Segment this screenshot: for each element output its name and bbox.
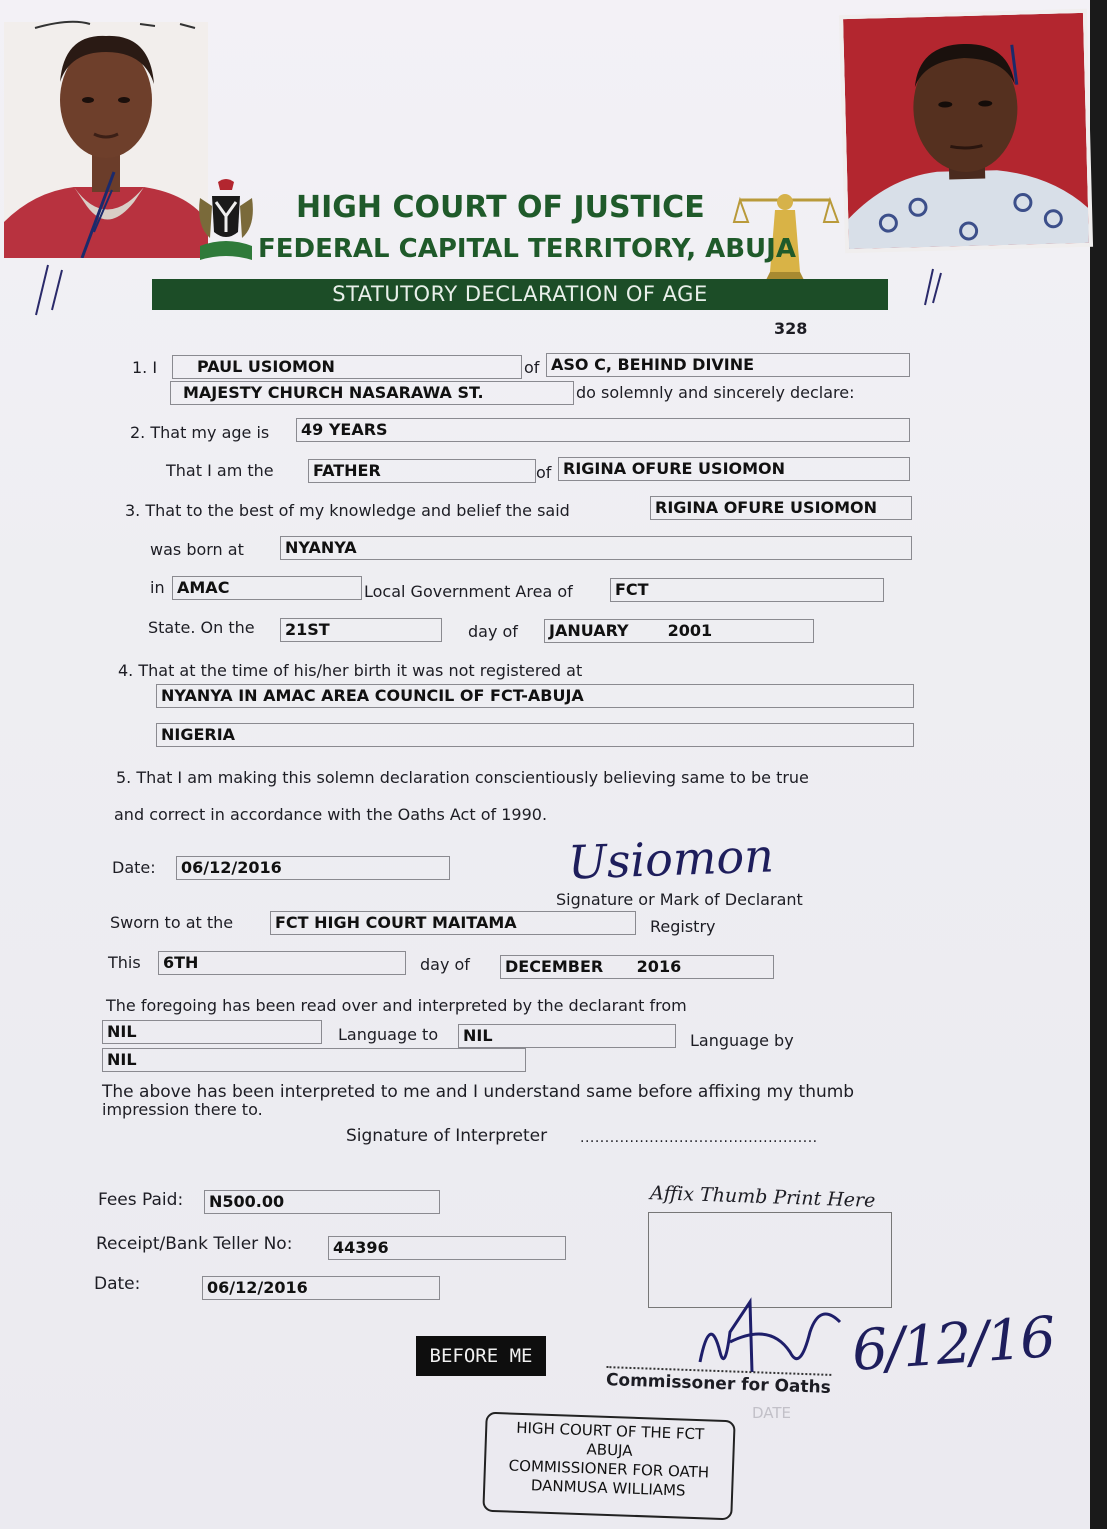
interpretation-intro: The foregoing has been read over and interpreted by the declarant from [106,996,687,1015]
state-field[interactable]: FCT [610,578,884,602]
daughter-photo [4,22,208,258]
age-label: 2. That my age is [130,423,270,442]
commissioner-handwritten-date: 6/12/16 [849,1305,1056,1384]
interpreter-signature-label: Signature of Interpreter [346,1126,548,1146]
section3-intro: 3. That to the best of my knowledge and belief the said [125,501,570,520]
commissioner-label: Commissoner for Oaths [606,1366,832,1398]
thumb-print-label: Affix Thumb Print Here [649,1182,876,1212]
before-me-badge: BEFORE ME [416,1336,546,1376]
stamp-line1: HIGH COURT OF THE FCT [515,1418,705,1444]
registration-line1-field[interactable]: NYANYA IN AMAC AREA COUNCIL OF FCT-ABUJA [156,684,914,708]
date-embossed-label: DATE [752,1404,792,1422]
language-to-label: Language to [338,1025,439,1044]
state-label: State. On the [148,618,255,637]
age-field[interactable]: 49 YEARS [296,418,910,442]
declare-text: do solemnly and sincerely declare: [576,383,855,402]
by-language-field[interactable]: NIL [102,1048,526,1072]
sworn-month-year-field[interactable]: DECEMBER 2016 [500,955,774,979]
relation-field[interactable]: FATHER [308,459,536,483]
fees-date-label: Date: [94,1274,141,1294]
form-title-bar: STATUTORY DECLARATION OF AGE [152,279,888,310]
fees-label: Fees Paid: [98,1190,184,1210]
section5-line2: and correct in accordance with the Oaths Act of 1990. [114,805,548,824]
fees-date-field[interactable]: 06/12/2016 [202,1276,440,1300]
registry-label: Registry [650,917,716,936]
sworn-place-field[interactable]: FCT HIGH COURT MAITAMA [270,911,636,935]
birth-month-year-field[interactable]: JANUARY 2001 [544,619,814,643]
stamp-line3: COMMISSIONER FOR OATH [508,1456,710,1482]
stamp-line4: DANMUSA WILLIAMS [530,1476,686,1500]
birth-day-field[interactable]: 21ST [280,618,442,642]
section5-line1: 5. That I am making this solemn declaration conscientiously believing same to be true [116,768,809,787]
sworn-label: Sworn to at the [110,913,234,932]
declaration-date-label: Date: [112,858,156,877]
language-by-label: Language by [690,1031,794,1050]
receipt-label: Receipt/Bank Teller No: [96,1234,293,1254]
child-name-field[interactable]: RIGINA OFURE USIOMON [558,457,910,481]
receipt-field[interactable]: 44396 [328,1236,566,1260]
section4-intro: 4. That at the time of his/her birth it was not registered at [118,661,583,680]
lga-field[interactable]: AMAC [172,576,362,600]
coat-of-arms-icon [196,176,256,268]
in-label: in [150,578,165,597]
born-at-field[interactable]: NYANYA [280,536,912,560]
from-language-field[interactable]: NIL [102,1020,322,1044]
interpreter-signature-line: ................................................ [580,1130,818,1146]
court-title: HIGH COURT OF JUSTICE [296,190,705,225]
day-of-label-2: day of [420,955,470,974]
commissioner-signature [690,1292,850,1382]
fees-field[interactable]: N500.00 [204,1190,440,1214]
child-name-field-2[interactable]: RIGINA OFURE USIOMON [650,496,912,520]
address-line2-field[interactable]: MAJESTY CHURCH NASARAWA ST. [170,381,574,405]
territory-title: FEDERAL CAPITAL TERRITORY, ABUJA [258,234,796,264]
address-line1-field[interactable]: ASO C, BEHIND DIVINE [546,353,910,377]
justice-statue-icon [730,172,840,282]
pen-marks-left [28,260,78,320]
this-label: This [108,953,141,972]
to-language-field[interactable]: NIL [458,1024,676,1048]
pen-marks-right [915,265,945,310]
commissioner-stamp [482,1412,735,1521]
signature-caption: Signature or Mark of Declarant [556,890,803,909]
of-label-2: of [536,463,552,482]
declarant-name-field[interactable]: PAUL USIOMON [172,355,522,379]
form-number: 328 [774,319,808,338]
registration-line2-field[interactable]: NIGERIA [156,723,914,747]
pen-marks-top [30,16,200,36]
day-of-label: day of [468,622,518,641]
sworn-day-field[interactable]: 6TH [158,951,406,975]
declarant-photo [839,9,1093,253]
stamp-line2: ABUJA [586,1440,633,1460]
relation-label: That I am the [166,461,274,480]
of-label-1: of [524,358,540,377]
interpretation-statement-2: impression there to. [102,1100,263,1119]
declaration-date-field[interactable]: 06/12/2016 [176,856,450,880]
section1-label: 1. I [132,358,158,377]
declarant-signature: Usiomon [567,828,775,890]
lga-label: Local Government Area of [364,582,573,601]
interpretation-statement-1: The above has been interpreted to me and I understand same before affixing my thumb [102,1082,855,1102]
born-at-label: was born at [150,540,244,559]
